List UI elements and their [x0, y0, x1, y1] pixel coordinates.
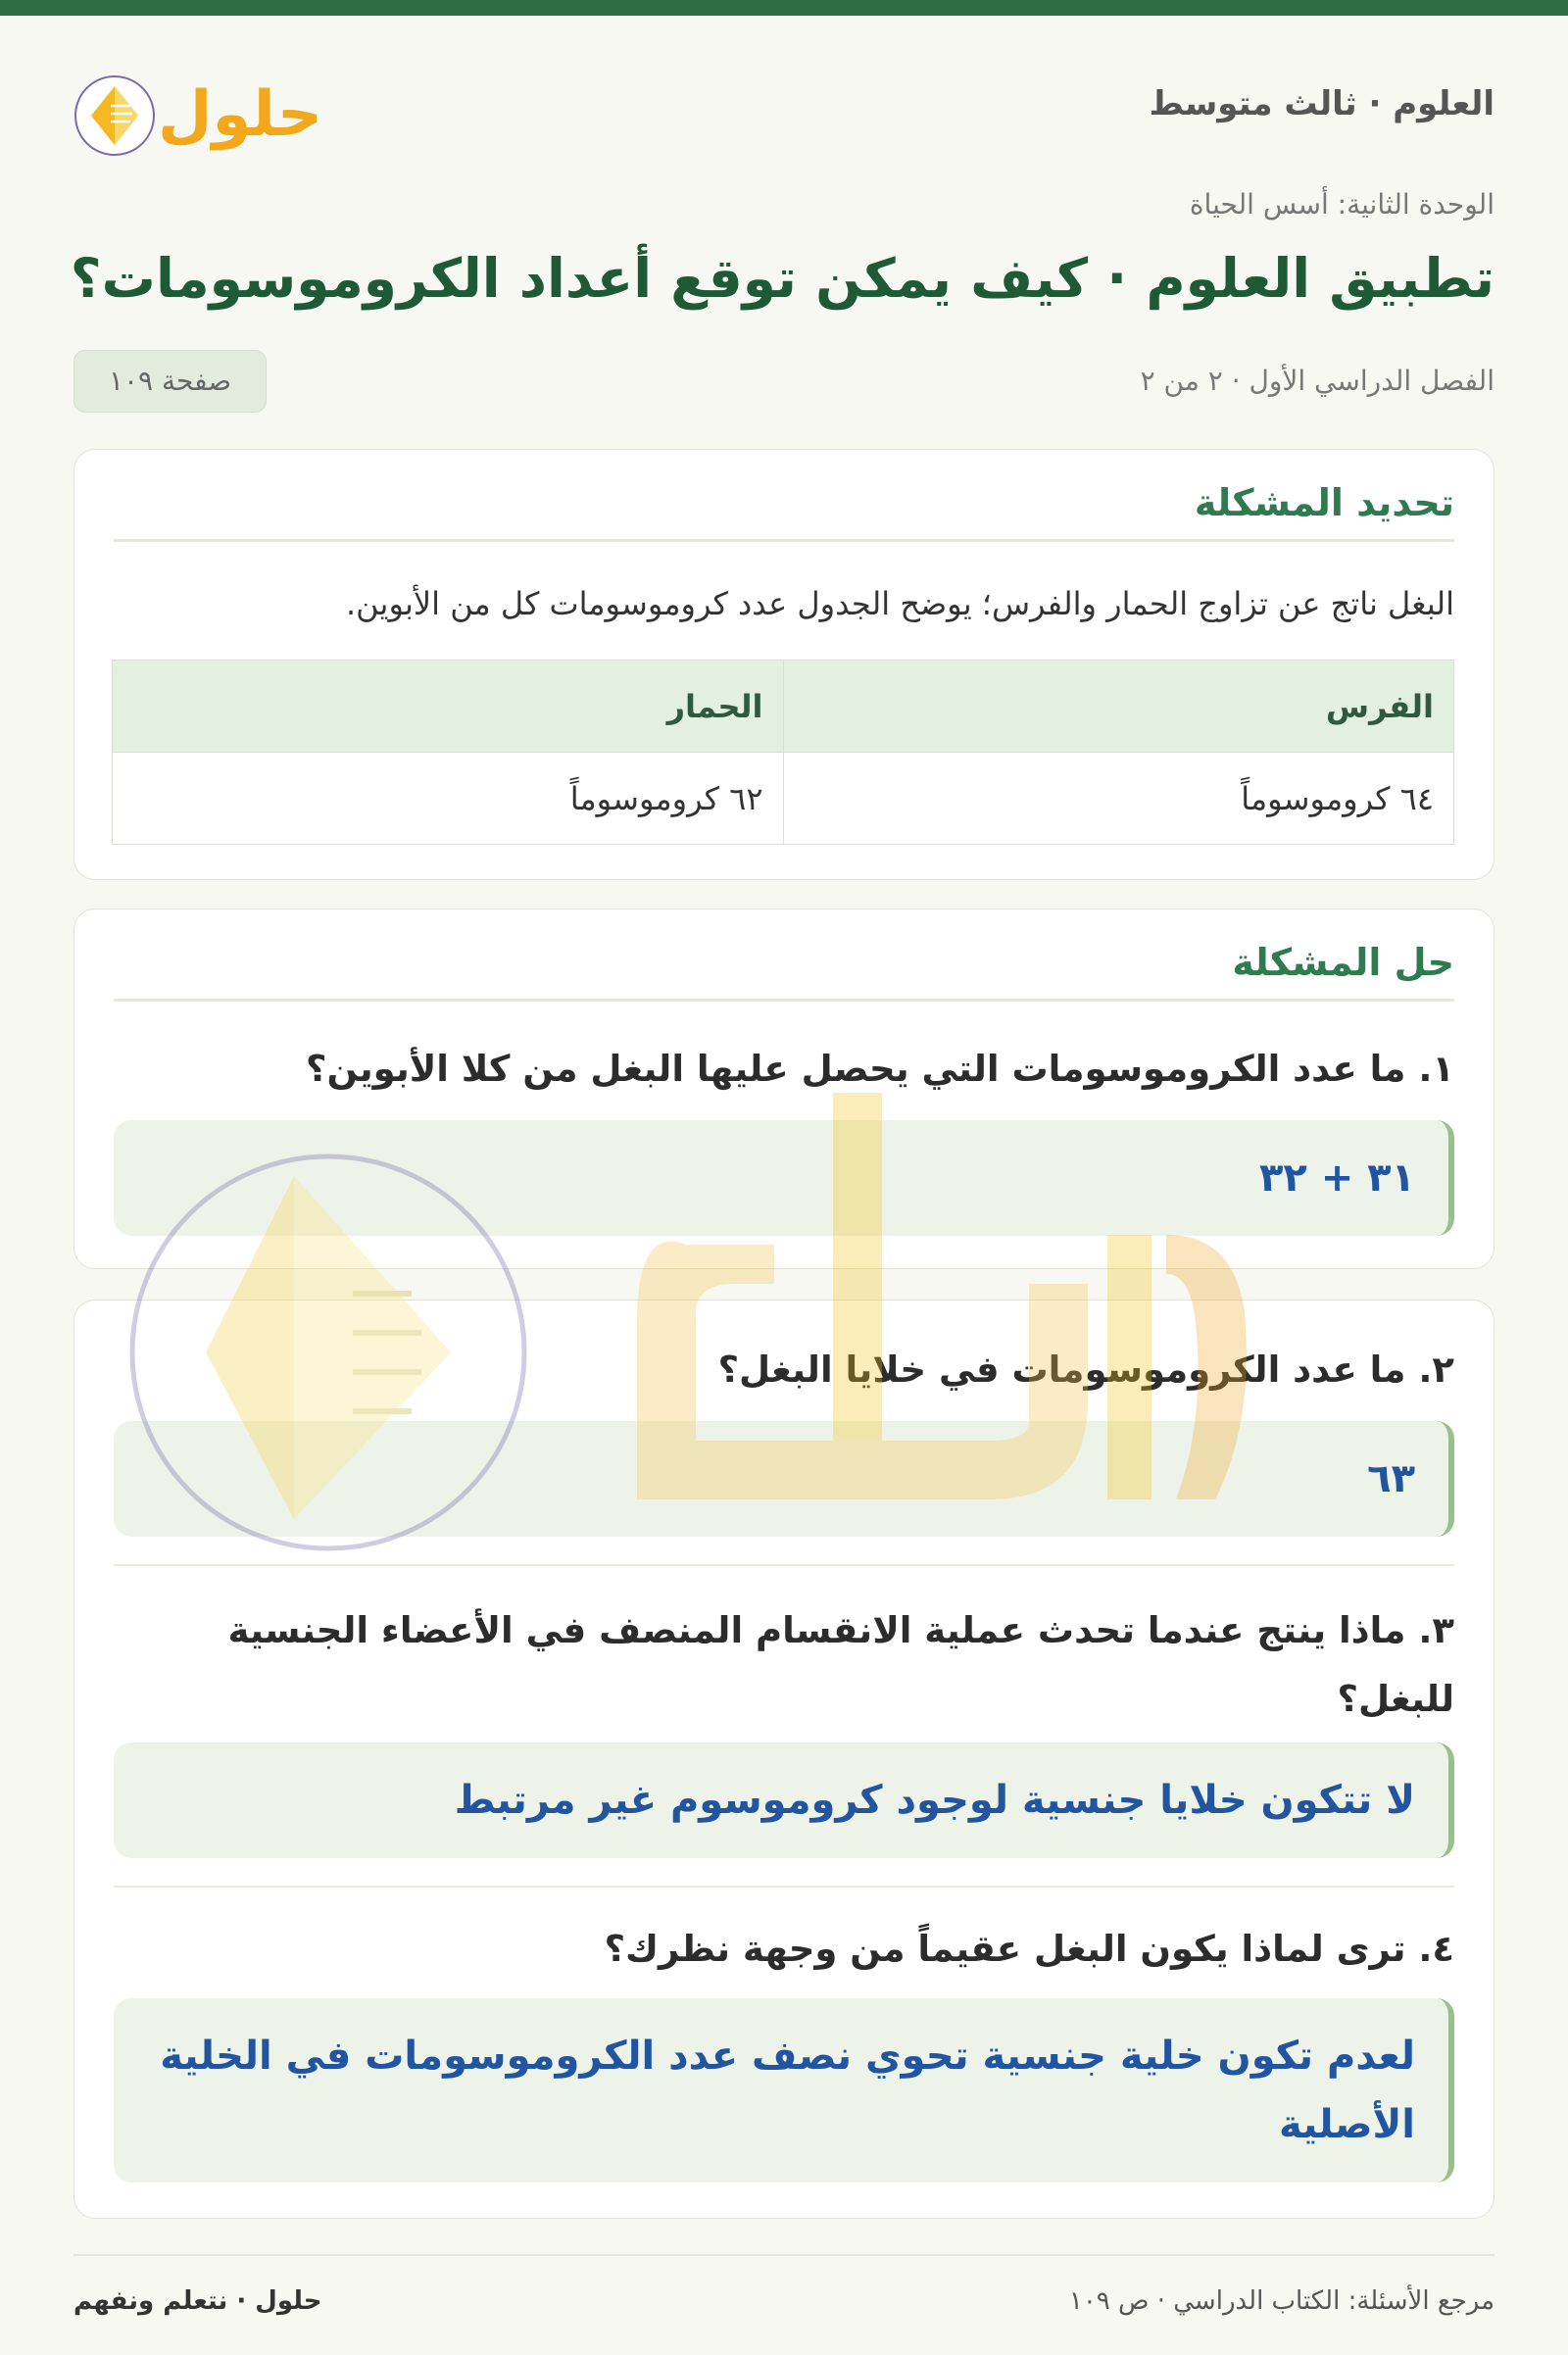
- divider: [114, 1886, 1454, 1888]
- question-1: ١. ما عدد الكروموسومات التي يحصل عليها البغل من كلا الأبوين؟: [305, 1048, 1454, 1090]
- term-label: الفصل الدراسي الأول · ٢ من ٢: [1140, 365, 1494, 397]
- footer-divider: [74, 2254, 1494, 2256]
- chromosome-table: [112, 660, 1454, 845]
- footer-brand[interactable]: حلول · نتعلم ونفهم: [74, 2286, 322, 2316]
- table-header-horse: الفرس: [783, 661, 1454, 753]
- page-header: [74, 59, 1494, 167]
- divider: [114, 1564, 1454, 1566]
- subject-label: العلوم · ثالث متوسط: [1149, 84, 1494, 123]
- table-cell-horse: ٦٤ كروموسوماً: [783, 753, 1454, 845]
- answer-4: لعدم تكون خلية جنسية تحوي نصف عدد الكروموسومات في الخلية الأصلية: [114, 1998, 1454, 2183]
- page-title: تطبيق العلوم · كيف يمكن توقع أعداد الكروموسومات؟: [70, 247, 1494, 310]
- answer-3: لا تتكون خلايا جنسية لوجود كروموسوم غير مرتبط: [114, 1742, 1454, 1858]
- hulul-logo[interactable]: [74, 65, 338, 163]
- question-3: ٣. ماذا ينتج عندما تحدث عملية الانقسام المنصف في الأعضاء الجنسية للبغل؟: [227, 1609, 1454, 1720]
- top-accent-bar: [0, 0, 1568, 16]
- footer-reference: مرجع الأسئلة: الكتاب الدراسي · ص ١٠٩: [1068, 2286, 1494, 2316]
- table-row: [113, 753, 1454, 845]
- logo-text: حلول: [158, 78, 322, 151]
- problem-heading: تحديد المشكلة: [114, 481, 1454, 542]
- problem-intro: البغل ناتج عن تزاوج الحمار والفرس؛ يوضح الجدول عدد كروموسومات كل من الأبوين.: [346, 585, 1454, 622]
- question-2: ٢. ما عدد الكروموسومات في خلايا البغل؟: [717, 1349, 1454, 1391]
- solution-card: [74, 908, 1494, 1269]
- table-cell-donkey: ٦٢ كروموسوماً: [113, 753, 784, 845]
- table-header-donkey: الحمار: [113, 661, 784, 753]
- solution-heading: حل المشكلة: [114, 941, 1454, 1002]
- answer-2: ٦٣: [114, 1421, 1454, 1537]
- answer-1: ٣١ + ٣٢: [114, 1120, 1454, 1236]
- table-header-row: [113, 661, 1454, 753]
- problem-card: [74, 449, 1494, 880]
- page-number-badge: صفحة ١٠٩: [74, 350, 267, 413]
- question-4: ٤. ترى لماذا يكون البغل عقيماً من وجهة نظرك؟: [604, 1928, 1454, 1970]
- questions-card: [74, 1300, 1494, 2219]
- unit-label: الوحدة الثانية: أسس الحياة: [1189, 188, 1494, 221]
